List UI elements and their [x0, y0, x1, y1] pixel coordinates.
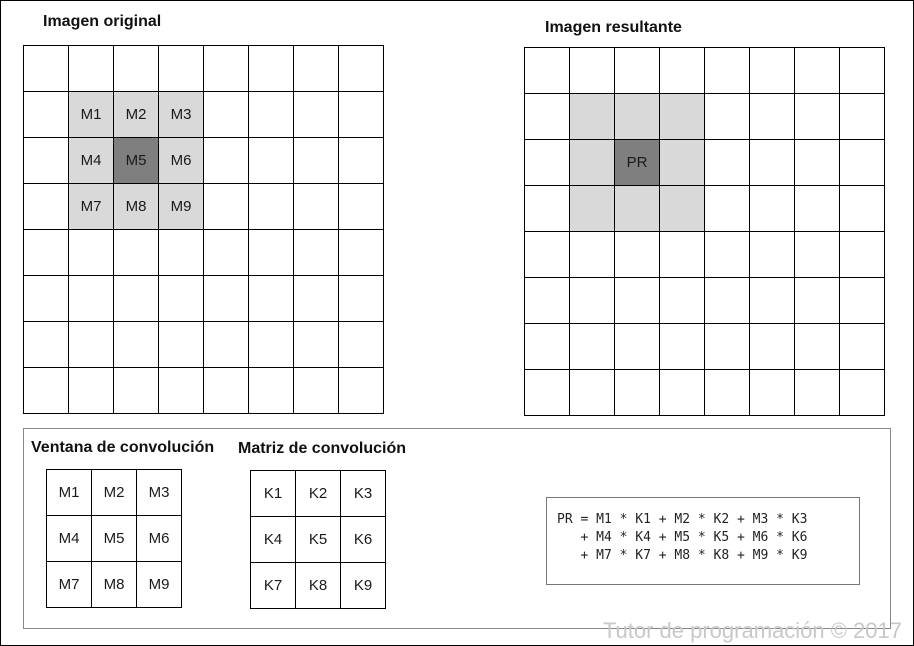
grid-cell: [69, 46, 114, 92]
formula-line-1: PR = M1 * K1 + M2 * K2 + M3 * K3: [557, 512, 808, 527]
grid-cell: [615, 370, 660, 416]
grid-row: [525, 94, 885, 140]
grid-row: [251, 563, 386, 609]
grid-cell: [204, 276, 249, 322]
grid-cell: [249, 184, 294, 230]
grid-cell: M2: [114, 92, 159, 138]
grid-cell: K6: [341, 517, 386, 563]
grid-row: [24, 322, 384, 368]
result-image-title: Imagen resultante: [545, 19, 682, 36]
grid-cell: [705, 48, 750, 94]
grid-cell: [705, 232, 750, 278]
grid-cell: [24, 368, 69, 414]
grid-cell: M5: [114, 138, 159, 184]
grid-cell: [249, 276, 294, 322]
grid-cell: [705, 278, 750, 324]
grid-cell: M9: [137, 562, 182, 608]
grid-cell: [795, 370, 840, 416]
grid-cell: [615, 278, 660, 324]
grid-cell: M8: [92, 562, 137, 608]
grid-row: [251, 517, 386, 563]
grid-cell: [114, 322, 159, 368]
grid-row: [525, 140, 885, 186]
grid-cell: [525, 232, 570, 278]
grid-cell: [114, 276, 159, 322]
grid-row: [24, 46, 384, 92]
grid-cell: M1: [69, 92, 114, 138]
grid-cell: [570, 324, 615, 370]
grid-cell: [840, 94, 885, 140]
grid-cell: [795, 232, 840, 278]
grid-cell: [24, 138, 69, 184]
grid-row: [47, 516, 182, 562]
grid-row: [24, 276, 384, 322]
grid-cell: [570, 278, 615, 324]
grid-cell: [615, 324, 660, 370]
result-image-grid: [524, 47, 885, 416]
grid-cell: [570, 186, 615, 232]
grid-cell: [69, 368, 114, 414]
grid-cell: [249, 46, 294, 92]
grid-cell: [114, 230, 159, 276]
grid-cell: [705, 324, 750, 370]
grid-cell: [294, 230, 339, 276]
grid-row: [24, 184, 384, 230]
grid-cell: [705, 94, 750, 140]
grid-cell: PR: [615, 140, 660, 186]
grid-cell: [840, 140, 885, 186]
grid-cell: [705, 370, 750, 416]
grid-row: [525, 370, 885, 416]
grid-cell: [159, 230, 204, 276]
grid-cell: [840, 48, 885, 94]
grid-cell: [615, 94, 660, 140]
grid-cell: K2: [296, 471, 341, 517]
grid-cell: [159, 368, 204, 414]
grid-cell: K9: [341, 563, 386, 609]
grid-cell: [840, 186, 885, 232]
grid-row: [525, 186, 885, 232]
grid-row: [525, 48, 885, 94]
grid-cell: [750, 94, 795, 140]
grid-cell: [204, 138, 249, 184]
grid-cell: [249, 322, 294, 368]
grid-cell: [840, 324, 885, 370]
grid-cell: [660, 324, 705, 370]
grid-cell: [840, 370, 885, 416]
grid-cell: [339, 368, 384, 414]
grid-cell: [24, 230, 69, 276]
grid-cell: [159, 276, 204, 322]
grid-row: [525, 324, 885, 370]
grid-cell: K4: [251, 517, 296, 563]
grid-cell: [570, 370, 615, 416]
grid-cell: K5: [296, 517, 341, 563]
grid-cell: K7: [251, 563, 296, 609]
grid-cell: [24, 184, 69, 230]
grid-cell: [159, 46, 204, 92]
grid-cell: [294, 322, 339, 368]
grid-cell: [525, 278, 570, 324]
grid-row: [525, 232, 885, 278]
grid-cell: [339, 322, 384, 368]
grid-cell: M2: [92, 470, 137, 516]
grid-cell: [570, 94, 615, 140]
grid-cell: M4: [47, 516, 92, 562]
grid-cell: [525, 186, 570, 232]
grid-cell: [660, 278, 705, 324]
grid-cell: [69, 322, 114, 368]
original-image-grid: [23, 45, 384, 414]
grid-cell: [204, 322, 249, 368]
grid-cell: [750, 232, 795, 278]
grid-cell: K8: [296, 563, 341, 609]
grid-cell: [339, 46, 384, 92]
grid-row: [525, 278, 885, 324]
grid-cell: [339, 184, 384, 230]
grid-cell: [249, 368, 294, 414]
grid-cell: [750, 370, 795, 416]
grid-cell: [204, 46, 249, 92]
grid-cell: [750, 186, 795, 232]
grid-cell: [840, 278, 885, 324]
grid-cell: [339, 92, 384, 138]
grid-cell: [615, 48, 660, 94]
convolution-kernel-grid: [250, 470, 386, 609]
grid-row: [47, 470, 182, 516]
grid-cell: [705, 140, 750, 186]
grid-cell: M8: [114, 184, 159, 230]
grid-cell: [204, 230, 249, 276]
grid-cell: [294, 92, 339, 138]
grid-row: [47, 562, 182, 608]
grid-cell: [795, 324, 840, 370]
grid-cell: M3: [159, 92, 204, 138]
grid-cell: [24, 92, 69, 138]
grid-cell: [750, 278, 795, 324]
grid-cell: [24, 322, 69, 368]
grid-cell: M3: [137, 470, 182, 516]
grid-cell: [249, 92, 294, 138]
grid-cell: [795, 94, 840, 140]
grid-cell: [570, 140, 615, 186]
grid-cell: M6: [159, 138, 204, 184]
grid-cell: [750, 324, 795, 370]
grid-cell: M1: [47, 470, 92, 516]
grid-cell: M7: [47, 562, 92, 608]
grid-row: [24, 368, 384, 414]
grid-cell: [615, 186, 660, 232]
grid-cell: [294, 368, 339, 414]
grid-cell: [840, 232, 885, 278]
grid-row: [24, 230, 384, 276]
grid-cell: [525, 324, 570, 370]
grid-cell: [204, 368, 249, 414]
grid-cell: [204, 184, 249, 230]
grid-cell: [69, 276, 114, 322]
grid-cell: [795, 48, 840, 94]
grid-cell: [69, 230, 114, 276]
grid-cell: [24, 276, 69, 322]
grid-cell: [570, 48, 615, 94]
formula-line-2: + M4 * K4 + M5 * K5 + M6 * K6: [557, 530, 808, 545]
grid-cell: [750, 140, 795, 186]
grid-cell: [615, 232, 660, 278]
grid-cell: [159, 322, 204, 368]
grid-cell: [249, 230, 294, 276]
grid-row: [251, 471, 386, 517]
grid-cell: [24, 46, 69, 92]
grid-row: [24, 92, 384, 138]
grid-cell: [795, 140, 840, 186]
grid-cell: [795, 186, 840, 232]
grid-cell: [570, 232, 615, 278]
grid-cell: M6: [137, 516, 182, 562]
grid-cell: [294, 276, 339, 322]
grid-cell: [339, 230, 384, 276]
grid-cell: K3: [341, 471, 386, 517]
grid-cell: [294, 46, 339, 92]
grid-cell: [525, 370, 570, 416]
grid-cell: [525, 94, 570, 140]
grid-cell: [339, 276, 384, 322]
grid-cell: [660, 94, 705, 140]
watermark: Tutor de programación © 2017: [602, 618, 902, 643]
window-title: Ventana de convolución: [31, 439, 215, 456]
grid-cell: M4: [69, 138, 114, 184]
grid-row: [24, 138, 384, 184]
grid-cell: [660, 186, 705, 232]
grid-cell: [114, 46, 159, 92]
grid-cell: [294, 184, 339, 230]
grid-cell: [525, 48, 570, 94]
grid-cell: [204, 92, 249, 138]
grid-cell: K1: [251, 471, 296, 517]
grid-cell: [249, 138, 294, 184]
grid-cell: [750, 48, 795, 94]
grid-cell: [114, 368, 159, 414]
grid-cell: [660, 370, 705, 416]
grid-cell: M5: [92, 516, 137, 562]
grid-cell: M9: [159, 184, 204, 230]
grid-cell: [294, 138, 339, 184]
kernel-title: Matriz de convolución: [238, 440, 407, 457]
grid-cell: M7: [69, 184, 114, 230]
grid-cell: [795, 278, 840, 324]
grid-cell: [705, 186, 750, 232]
grid-cell: [660, 140, 705, 186]
grid-cell: [660, 232, 705, 278]
formula-line-3: + M7 * K7 + M8 * K8 + M9 * K9: [557, 548, 808, 563]
convolution-window-grid: [46, 469, 182, 608]
original-image-title: Imagen original: [43, 13, 162, 30]
grid-cell: [339, 138, 384, 184]
formula-box: [546, 497, 860, 585]
grid-cell: [525, 140, 570, 186]
grid-cell: [660, 48, 705, 94]
